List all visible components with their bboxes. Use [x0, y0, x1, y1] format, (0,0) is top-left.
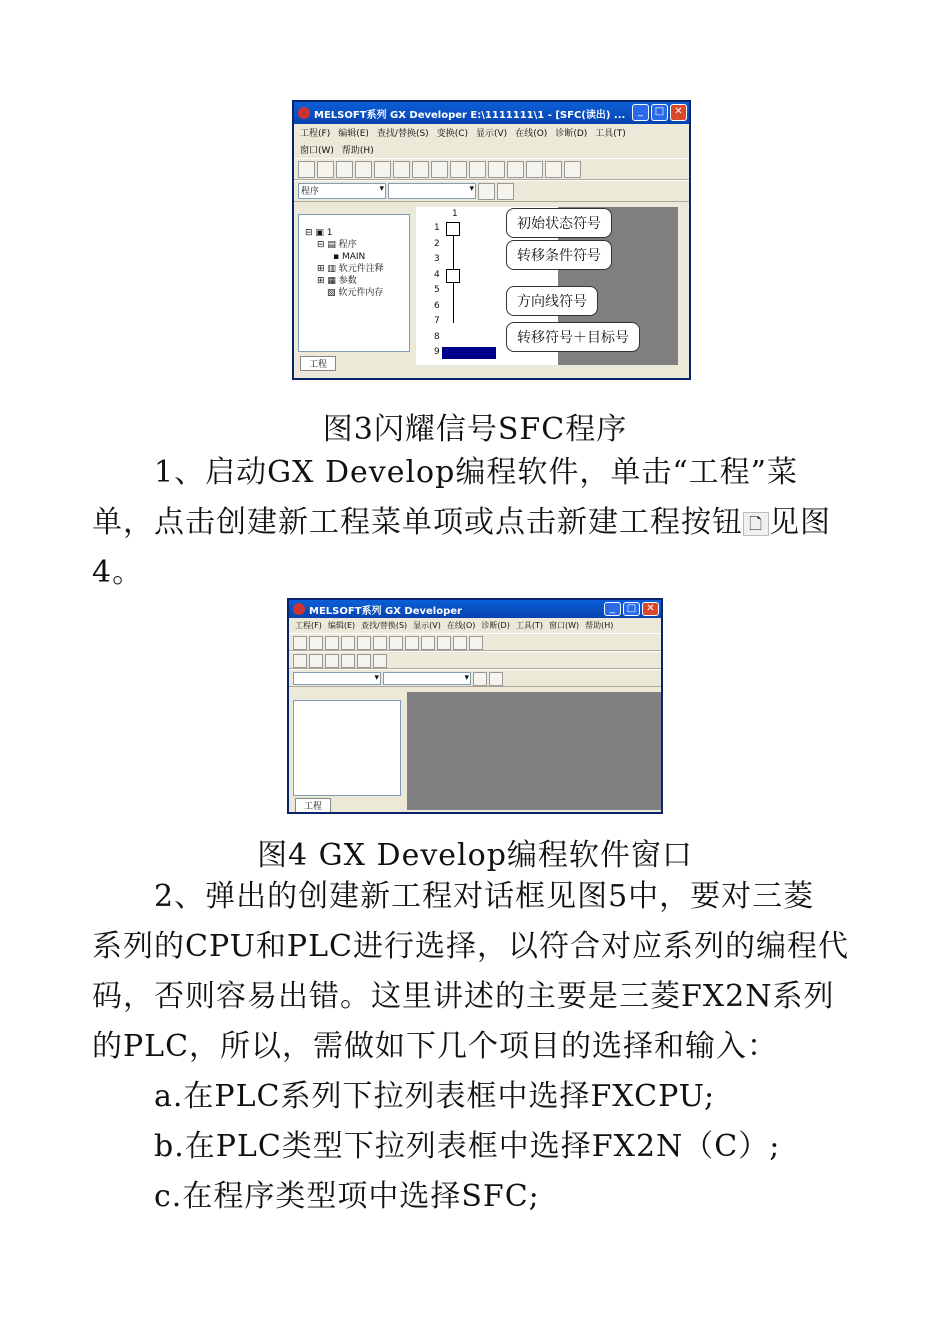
para2-line4: 的PLC，所以，需做如下几个项目的选择和输入：	[92, 1029, 779, 1064]
figure3-title: MELSOFT系列 GX Developer E:\1111111\1 - [SFC(读出) ...	[314, 109, 626, 121]
para2-line2: 系列的CPU和PLC进行选择，以符合对应系列的编程代	[92, 929, 849, 964]
sfc-line-1	[453, 236, 454, 269]
verify-icon[interactable]	[564, 161, 581, 178]
paste-icon[interactable]	[412, 161, 429, 178]
menu-window[interactable]: 窗口(W)	[548, 621, 580, 630]
step-num-8: 8	[434, 332, 440, 342]
list-icon[interactable]	[473, 672, 487, 686]
menu-help[interactable]: 帮助(H)	[585, 621, 614, 630]
workspace-gray-area	[407, 692, 661, 810]
close-icon[interactable]: ✕	[642, 602, 659, 616]
callout-transition-target: 转移符号＋目标号	[506, 322, 640, 352]
menu-edit[interactable]: 编辑(E)	[338, 129, 369, 139]
print-icon[interactable]	[341, 636, 355, 650]
step-num-7: 7	[434, 316, 440, 326]
tree-item-program[interactable]: ⊟ ▤ 程序	[317, 240, 357, 250]
menu-online[interactable]: 在线(O)	[515, 129, 548, 139]
step-num-6: 6	[434, 301, 440, 311]
save-icon[interactable]	[325, 636, 339, 650]
ladder-tool-icon[interactable]	[325, 654, 339, 668]
menu-view[interactable]: 显示(V)	[476, 129, 508, 139]
step-20-box[interactable]	[446, 269, 460, 283]
menu-online[interactable]: 在线(O)	[446, 621, 476, 630]
undo-icon[interactable]	[431, 161, 448, 178]
figure3-toolbar	[294, 158, 689, 180]
print-icon[interactable]	[355, 161, 372, 178]
figure4-caption: 图4 GX Develop编程软件窗口	[257, 838, 693, 873]
list-item-b: b.在PLC类型下拉列表框中选择FX2N（C）;	[154, 1129, 781, 1164]
tree-root[interactable]: ⊟ ▣ 1	[305, 228, 333, 238]
ladder-tool-icon[interactable]	[341, 654, 355, 668]
para1-line1: 1、启动GX Develop编程软件，单击“工程”菜	[154, 455, 798, 490]
open-folder-icon[interactable]	[317, 161, 334, 178]
menu-view[interactable]: 显示(V)	[413, 621, 441, 630]
figure4-toolbar2	[289, 651, 661, 669]
zoom-icon[interactable]	[453, 636, 467, 650]
tree-icon[interactable]	[489, 672, 503, 686]
new-project-button-icon: 🗋	[743, 512, 769, 536]
tree-item-parameter[interactable]: ⊞ ▦ 参数	[317, 276, 357, 286]
menu-tools[interactable]: 工具(T)	[595, 129, 626, 139]
initial-step-box[interactable]	[446, 222, 460, 236]
project-tab[interactable]: 工程	[300, 356, 336, 371]
tree-item-device-comment[interactable]: ⊞ ▥ 软元件注释	[317, 264, 384, 274]
project-tree-panel	[298, 214, 410, 352]
para2-line3: 码，否则容易出错。这里讲述的主要是三菱FX2N系列	[92, 979, 835, 1014]
sfc-line-2	[453, 283, 454, 323]
step-num-9: 9	[434, 347, 440, 357]
para1-line2	[92, 498, 862, 548]
sfc-header-num: 1	[452, 209, 458, 219]
menu-convert[interactable]: 变换(C)	[436, 129, 469, 139]
para1-line3: 4。	[92, 555, 144, 590]
figure4-toolbar3	[289, 669, 661, 687]
minimize-icon[interactable]: _	[632, 104, 649, 121]
figure3-toolbar2	[294, 180, 689, 202]
step-num-4: 4	[434, 270, 440, 280]
program-combo[interactable]	[293, 672, 381, 685]
figure3-menubar-row2	[294, 141, 689, 158]
copy-icon[interactable]	[393, 161, 410, 178]
ladder-tool-icon[interactable]	[373, 654, 387, 668]
figure4-toolbar1	[289, 633, 661, 651]
program-combo[interactable]: 程序 ▾	[298, 183, 386, 199]
open-folder-icon[interactable]	[309, 636, 323, 650]
menu-diagnose[interactable]: 诊断(D)	[481, 621, 510, 630]
secondary-combo[interactable]	[388, 183, 476, 199]
list-item-c: c.在程序类型项中选择SFC;	[154, 1179, 540, 1214]
redo-icon[interactable]	[450, 161, 467, 178]
tree-item-device-memory[interactable]: ▧ 软元件内存	[327, 288, 384, 298]
ladder-tool-icon[interactable]	[293, 654, 307, 668]
para2-line1: 2、弹出的创建新工程对话框见图5中，要对三菱	[154, 879, 815, 914]
search-icon[interactable]	[469, 161, 486, 178]
callout-direction-line: 方向线符号	[506, 286, 598, 316]
minimize-icon[interactable]: _	[604, 602, 621, 616]
para1-line2-tail: 见图	[769, 505, 831, 540]
read-icon[interactable]	[545, 161, 562, 178]
monitor-icon[interactable]	[469, 636, 483, 650]
step-num-3: 3	[434, 254, 440, 264]
callout-transition-condition: 转移条件符号	[506, 240, 612, 270]
figure3-caption: 图3闪耀信号SFC程序	[322, 412, 628, 447]
menu-window[interactable]: 窗口(W)	[300, 146, 334, 156]
callout-initial-state: 初始状态符号	[506, 208, 612, 238]
menu-tools[interactable]: 工具(T)	[515, 621, 543, 630]
zoom-icon[interactable]	[488, 161, 505, 178]
ladder-tool-icon[interactable]	[357, 654, 371, 668]
copy-icon[interactable]	[373, 636, 387, 650]
menu-help[interactable]: 帮助(H)	[341, 146, 374, 156]
menu-find-replace[interactable]: 查找/替换(S)	[376, 129, 429, 139]
project-tab[interactable]: 工程	[295, 798, 331, 813]
menu-project[interactable]: 工程(F)	[300, 129, 331, 139]
list-item-a: a.在PLC系列下拉列表框中选择FXCPU;	[154, 1079, 716, 1114]
melsoft-logo-icon	[293, 603, 305, 615]
new-file-icon[interactable]	[293, 636, 307, 650]
menu-diagnose[interactable]: 诊断(D)	[555, 129, 588, 139]
cursor-bar	[442, 347, 496, 359]
secondary-combo[interactable]	[383, 672, 471, 685]
tree-icon[interactable]	[497, 183, 514, 200]
cut-icon[interactable]	[374, 161, 391, 178]
undo-icon[interactable]	[405, 636, 419, 650]
new-file-icon[interactable]	[298, 161, 315, 178]
redo-icon[interactable]	[421, 636, 435, 650]
maximize-icon[interactable]: □	[623, 602, 640, 616]
project-tree-panel	[293, 700, 401, 796]
write-icon[interactable]	[526, 161, 543, 178]
figure4-screenshot	[287, 598, 663, 814]
menu-edit[interactable]: 编辑(E)	[327, 621, 356, 630]
menu-find-replace[interactable]: 查找/替换(S)	[361, 621, 408, 630]
step-num-2: 2	[434, 239, 440, 249]
tree-item-main[interactable]: ▪ MAIN	[333, 252, 366, 262]
cut-icon[interactable]	[357, 636, 371, 650]
step-num-1: 1	[434, 223, 440, 233]
close-icon[interactable]: ✕	[670, 104, 687, 121]
list-icon[interactable]	[478, 183, 495, 200]
paste-icon[interactable]	[389, 636, 403, 650]
melsoft-logo-icon	[298, 107, 310, 119]
save-icon[interactable]	[336, 161, 353, 178]
figure3-titlebar	[294, 102, 689, 124]
step-num-5: 5	[434, 285, 440, 295]
ladder-tool-icon[interactable]	[309, 654, 323, 668]
maximize-icon[interactable]: □	[651, 104, 668, 121]
figure4-title: MELSOFT系列 GX Developer	[309, 605, 462, 617]
project-tree	[305, 227, 384, 299]
search-icon[interactable]	[437, 636, 451, 650]
figure3-menubar-row1	[294, 124, 689, 141]
monitor-icon[interactable]	[507, 161, 524, 178]
menu-project[interactable]: 工程(F)	[295, 621, 322, 630]
para1-line2-text: 单，点击创建新工程菜单项或点击新建工程按钮	[92, 505, 743, 540]
figure4-menubar	[289, 618, 661, 633]
